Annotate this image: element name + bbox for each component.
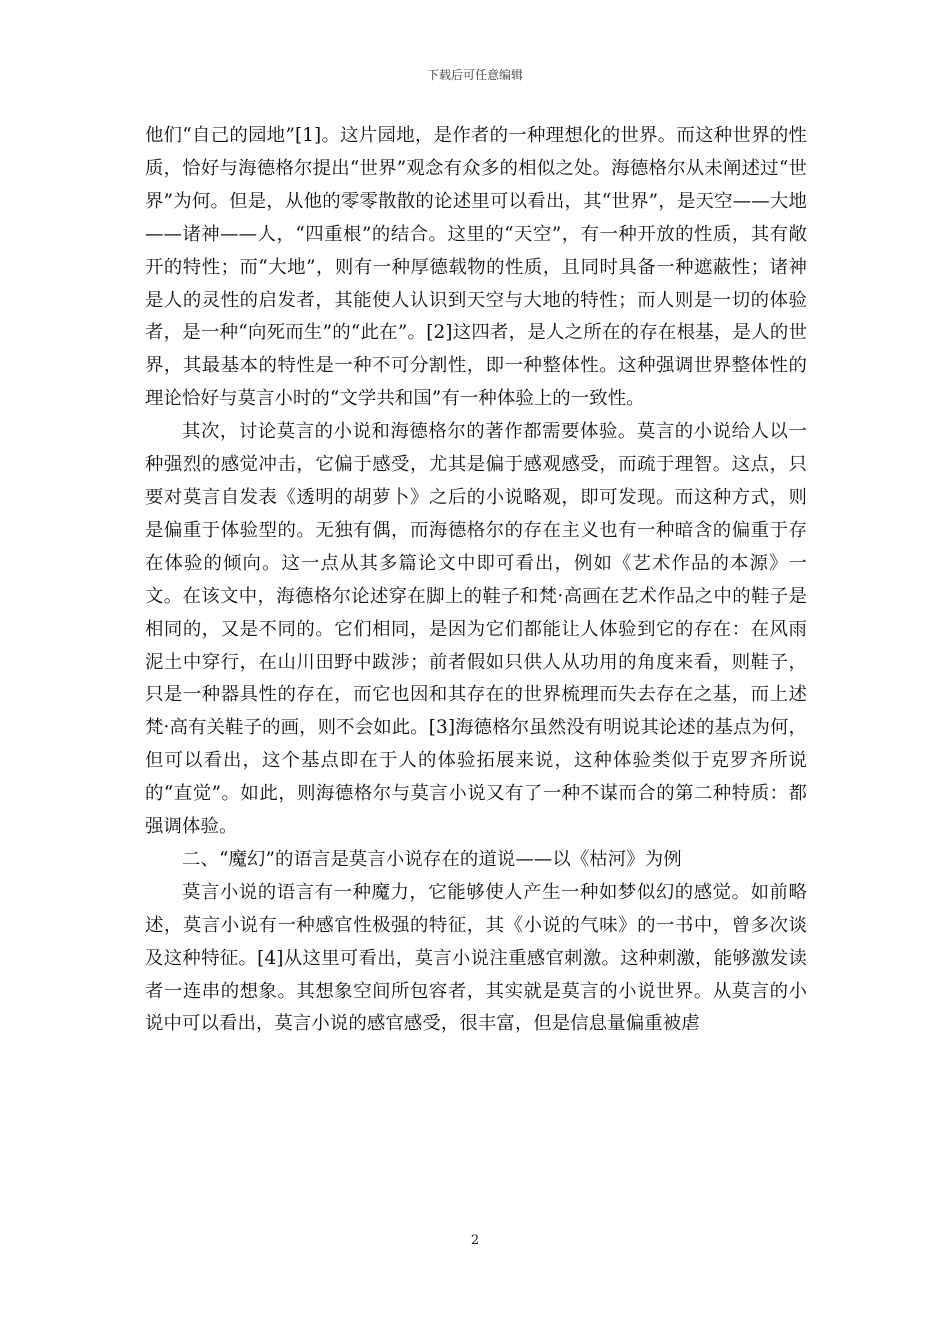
paragraph-3: 莫言小说的语言有一种魔力，它能够使人产生一种如梦似幻的感觉。如前略述，莫言小说有一种感官性极强的特征，其《小说的气味》的一书中，曾多次谈及这种特征。[4]从这里可看出，莫言小说注重感官刺激。这种刺激，能够激发读者一连串的想象。其想象空间所包容者，其实就是莫言的小说世界。从莫言的小说中可以看出，莫言小说的感官感受，很丰富，但是信息量偏重被虐 [145,881,807,1035]
page-header: 下载后可任意编辑 [426,68,523,82]
page-number: 2 [470,1233,480,1248]
body-text [145,120,807,1041]
paragraph-1: 他们“自己的园地”[1]。这片园地，是作者的一种理想化的世界。而这种世界的性质，恰好与海德格尔提出“世界”观念有众多的相似之处。海德格尔从未阐述过“世界”为何。但是，从他的零零散散的论述里可以看出，其“世界”，是天空——大地——诸神——人，“四重根”的结合。这里的“天空”，有一种开放的性质，其有敞开的特性；而“大地”，则有一种厚德载物的性质，且同时具备一种遮蔽性；诸神是人的灵性的启发者，其能使人认识到天空与大地的特性；而人则是一切的体验者，是一种“向死而生”的“此在”。[2]这四者，是人之所在的存在根基，是人的世界，其最基本的特性是一种不可分割性，即一种整体性。这种强调世界整体性的理论恰好与莫言小时的“文学共和国”有一种体验上的一致性。 [145,125,807,410]
paragraph-2: 其次，讨论莫言的小说和海德格尔的著作都需要体验。莫言的小说给人以一种强烈的感觉冲击，它偏于感受，尤其是偏于感观感受，而疏于理智。这点，只要对莫言自发表《透明的胡萝卜》之后的小说略观，即可发现。而这种方式，则是偏重于体验型的。无独有偶，而海德格尔的存在主义也有一种暗含的偏重于存在体验的倾向。这一点从其多篇论文中即可看出，例如《艺术作品的本源》一文。在该文中，海德格尔论述穿在脚上的鞋子和梵·高画在艺术作品之中的鞋子是相同的，又是不同的。它们相同，是因为它们都能让人体验到它的存在：在风雨泥土中穿行，在山川田野中跋涉；前者假如只供人从功用的角度来看，则鞋子，只是一种器具性的存在，而它也因和其存在的世界梳理而失去存在之基，而上述梵·高有关鞋子的画，则不会如此。[3]海德格尔虽然没有明说其论述的基点为何，但可以看出，这个基点即在于人的体验拓展来说，这种体验类似于克罗齐所说的“直觉”。如此，则海德格尔与莫言小说又有了一种不谋而合的第二种特质：都强调体验。 [145,421,807,838]
section-heading: 二、“魔幻”的语言是莫言小说存在的道说——以《枯河》为例 [182,848,682,870]
